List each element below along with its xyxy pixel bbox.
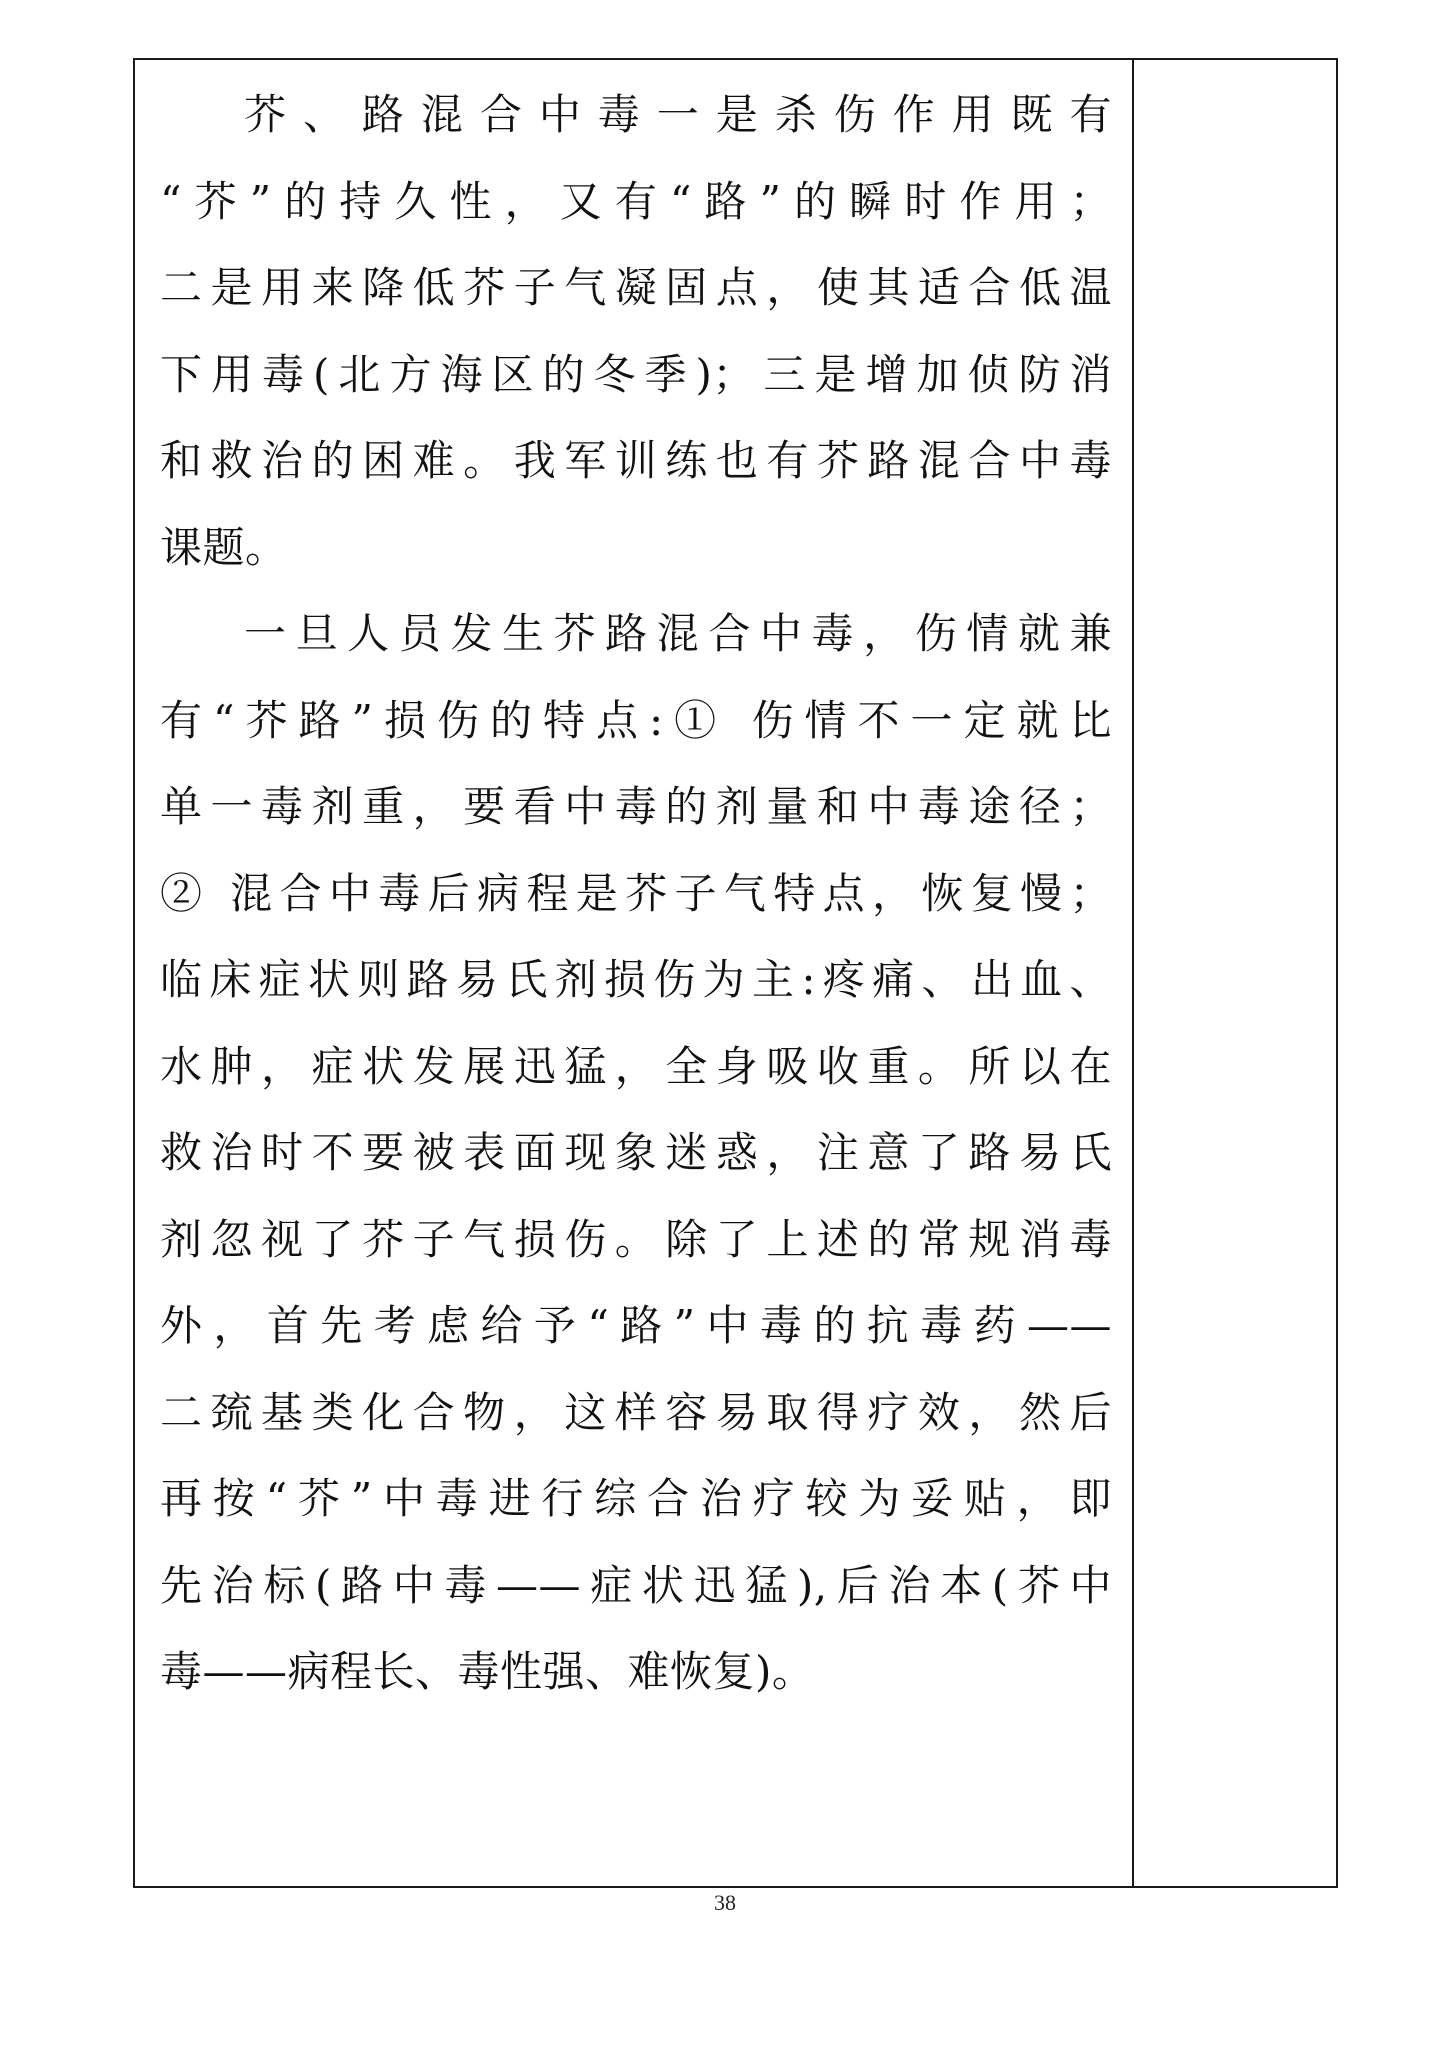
text-line: 单一毒剂重，要看中毒的剂量和中毒途径； [160, 782, 1112, 831]
text-line: 课题。 [160, 522, 288, 572]
text-line: 芥、路混合中毒一是杀伤作用既有 [244, 90, 1112, 139]
text-line: 下用毒(北方海区的冬季)；三是增加侦防消 [160, 349, 1112, 399]
text-line: 毒——病程长、毒性强、难恢复)。 [160, 1647, 815, 1696]
text-line: 二是用来降低芥子气凝固点，使其适合低温 [160, 263, 1112, 312]
text-line: 先治标(路中毒——症状迅猛),后治本(芥中 [160, 1560, 1112, 1610]
text-line: ② 混合中毒后病程是芥子气特点，恢复慢； [160, 868, 1112, 918]
text-line: 和救治的困难。我军训练也有芥路混合中毒 [160, 436, 1112, 485]
text-line: 救治时不要被表面现象迷惑，注意了路易氏 [160, 1128, 1112, 1177]
text-line: 临床症状则路易氏剂损伤为主:疼痛、出血、 [160, 955, 1112, 1004]
page-number: 38 [714, 1890, 736, 1915]
text-line: “芥”的持久性，又有“路”的瞬时作用； [160, 176, 1112, 226]
text-line: 水肿，症状发展迅猛，全身吸收重。所以在 [160, 1041, 1112, 1091]
text-line: 外，首先考虑给予“路”中毒的抗毒药—— [160, 1301, 1112, 1350]
text-line: 有“芥路”损伤的特点:① 伤情不一定就比 [160, 695, 1112, 745]
text-line: 剂忽视了芥子气损伤。除了上述的常规消毒 [160, 1214, 1112, 1264]
text-line: 再按“芥”中毒进行综合治疗较为妥贴，即 [160, 1474, 1112, 1523]
text-line: 一旦人员发生芥路混合中毒，伤情就兼 [244, 609, 1112, 658]
column-divider [1132, 58, 1134, 1888]
text-line: 二巯基类化合物，这样容易取得疗效，然后 [160, 1387, 1112, 1437]
main-text-column [160, 72, 1112, 1716]
